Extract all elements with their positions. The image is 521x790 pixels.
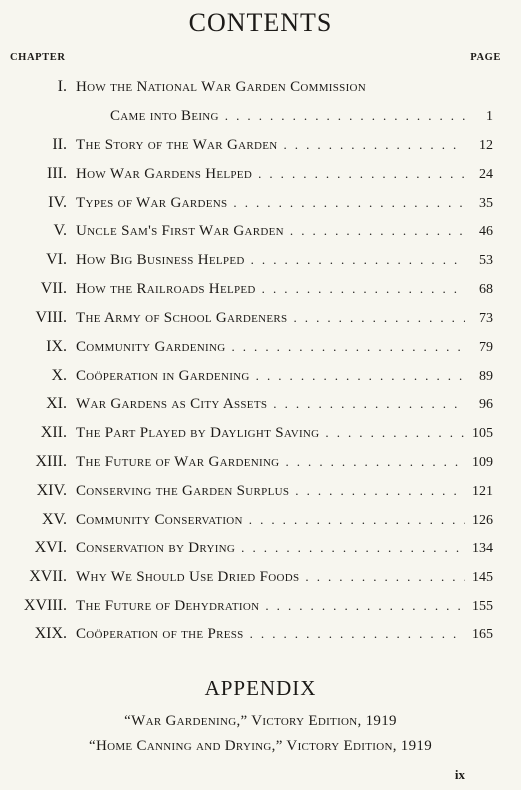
page-number: 89 [479, 369, 493, 384]
page-number: 121 [472, 484, 493, 499]
page-number: 24 [479, 167, 493, 182]
appendix-heading: APPENDIX [204, 676, 317, 700]
toc-entry-4 [0, 191, 521, 215]
toc-entry-11 [0, 392, 521, 416]
chapter-title: Community Gardening [76, 339, 226, 355]
chapter-number: IV. [48, 194, 67, 211]
page-title: CONTENTS [188, 8, 333, 37]
page-number: 105 [472, 426, 493, 441]
chapter-number: XVIII. [23, 597, 67, 614]
page-folio: ix [454, 767, 465, 782]
chapter-title: How War Gardens Helped [76, 166, 253, 182]
chapter-number: VII. [40, 280, 67, 297]
chapter-title: The Future of Dehydration [76, 598, 260, 614]
appendix-item: “War Gardening,” Victory Edition, 1919 [124, 713, 397, 729]
page-number: 73 [479, 311, 493, 326]
dot-leader [249, 508, 465, 532]
page-number: 109 [472, 455, 493, 470]
toc-entry-13 [0, 450, 521, 474]
toc-entry-15 [0, 508, 521, 532]
chapter-number: XIV. [36, 482, 67, 499]
chapter-title: How Big Business Helped [76, 252, 245, 268]
chapter-number: X. [51, 367, 67, 384]
chapter-title: War Gardens as City Assets [76, 396, 268, 412]
dot-leader [241, 536, 465, 560]
chapter-number: I. [57, 78, 67, 95]
chapter-number: XII. [40, 424, 67, 441]
toc-entry-17 [0, 565, 521, 589]
toc-entry-14 [0, 479, 521, 503]
toc-entry-6 [0, 248, 521, 272]
appendix-item: “Home Canning and Drying,” Victory Edition, 1919 [88, 738, 432, 754]
chapter-title: The Future of War Gardening [76, 454, 280, 470]
chapter-title: Coöperation of the Press [76, 626, 244, 642]
page-number: 68 [479, 282, 493, 297]
toc-entry-1-continued [0, 104, 521, 128]
chapter-number: II. [52, 136, 67, 153]
chapter-column-label: CHAPTER [10, 52, 66, 63]
toc-entry-5 [0, 219, 521, 243]
chapter-title-continued: Came into Being [110, 108, 219, 124]
chapter-title: Coöperation in Gardening [76, 368, 250, 384]
dot-leader [256, 364, 465, 388]
toc-entry-8 [0, 306, 521, 330]
page-number: 53 [479, 253, 493, 268]
dot-leader [273, 392, 465, 416]
page-number: 1 [486, 109, 493, 124]
toc-entry-19 [0, 622, 521, 646]
page-number: 165 [472, 627, 493, 642]
dot-leader [251, 248, 465, 272]
dot-leader [233, 191, 465, 215]
chapter-number: XIX. [34, 625, 67, 642]
page-number: 145 [472, 570, 493, 585]
toc-entry-2 [0, 133, 521, 157]
page-number: 126 [472, 513, 493, 528]
chapter-title: Uncle Sam's First War Garden [76, 223, 284, 239]
dot-leader [285, 450, 465, 474]
toc-entry-7 [0, 277, 521, 301]
chapter-number: V. [53, 222, 67, 239]
page-number: 35 [479, 196, 493, 211]
page-number: 134 [472, 541, 493, 556]
toc-entry-10 [0, 364, 521, 388]
chapter-title: The Part Played by Daylight Saving [76, 425, 320, 441]
page-number: 12 [479, 138, 493, 153]
page-number: 155 [472, 599, 493, 614]
toc-entry-3 [0, 162, 521, 186]
page-column-label: PAGE [470, 52, 501, 63]
dot-leader [231, 335, 465, 359]
chapter-title: The Story of the War Garden [76, 137, 278, 153]
chapter-number: VIII. [35, 309, 67, 326]
chapter-title: The Army of School Gardeners [76, 310, 288, 326]
chapter-title: Conservation by Drying [76, 540, 236, 556]
chapter-title: How the Railroads Helped [76, 281, 256, 297]
page-number: 79 [479, 340, 493, 355]
chapter-title: Conserving the Garden Surplus [76, 483, 290, 499]
chapter-number: III. [47, 165, 67, 182]
chapter-number: IX. [46, 338, 67, 355]
chapter-number: XV. [41, 511, 67, 528]
toc-entry-9 [0, 335, 521, 359]
dot-leader [262, 277, 465, 301]
chapter-number: XIII. [35, 453, 67, 470]
chapter-title: Types of War Gardens [76, 195, 228, 211]
dot-leader [265, 594, 465, 618]
toc-entry-16 [0, 536, 521, 560]
dot-leader [295, 479, 465, 503]
toc-entry-18 [0, 594, 521, 618]
chapter-number: XVII. [29, 568, 67, 585]
chapter-number: XVI. [34, 539, 67, 556]
chapter-number: VI. [46, 251, 67, 268]
page-number: 96 [479, 397, 493, 412]
dot-leader [258, 162, 465, 186]
dot-leader [290, 219, 465, 243]
toc-entry-12 [0, 421, 521, 445]
dot-leader [284, 133, 466, 157]
dot-leader [325, 421, 465, 445]
page-number: 46 [479, 224, 493, 239]
chapter-title: Community Conservation [76, 512, 243, 528]
toc-entry-1 [0, 75, 521, 99]
dot-leader [293, 306, 465, 330]
chapter-title: How the National War Garden Commission [76, 79, 367, 95]
dot-leader [250, 622, 465, 646]
chapter-number: XI. [46, 395, 67, 412]
dot-leader [305, 565, 465, 589]
chapter-title: Why We Should Use Dried Foods [76, 569, 300, 585]
dot-leader [225, 104, 465, 128]
